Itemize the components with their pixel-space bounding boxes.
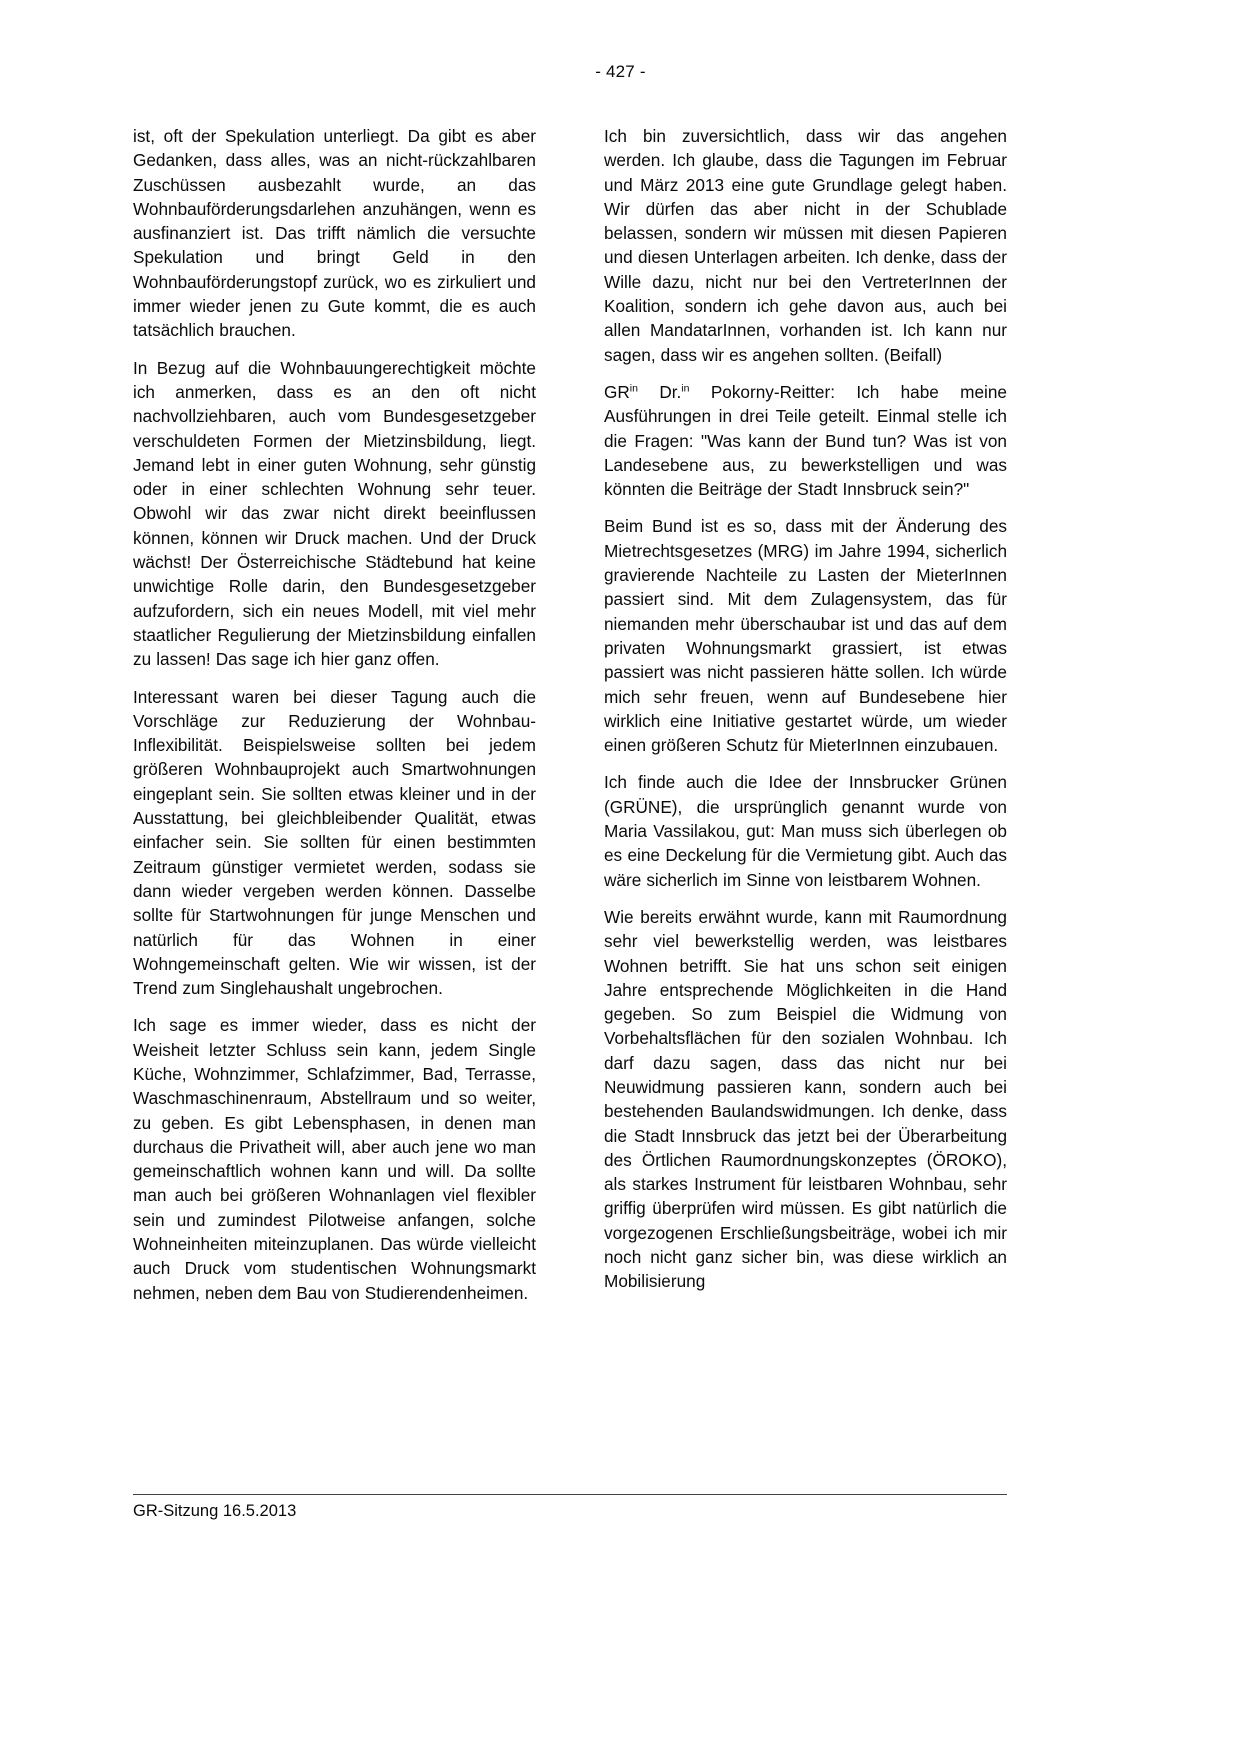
paragraph: ist, oft der Spekulation unterliegt. Da gibt es aber Gedanken, dass alles, was an nicht-rückzahlbaren Zuschüssen ausbezahlt wurde, an das Wohnbauförderungsdarlehen anzuhängen, wenn es ausfinanziert ist. Das trifft nämlich die versuchte Spekulation und bringt Geld in den Wohnbauförderungstopf zurück, wo es zirkuliert und immer wieder jenen zu Gute kommt, die es auch tatsächlich brauchen.: [133, 126, 536, 341]
paragraph: Ich sage es immer wieder, dass es nicht der Weisheit letzter Schluss sein kann, jedem Single Küche, Wohnzimmer, Schlafzimmer, Bad, Terrasse, Waschmaschinenraum, Abstellraum und so weiter, zu geben. Es gibt Lebensphasen, in denen man durchaus die Privatheit will, aber auch jene wo man gemeinschaftlich wohnen kann und will. Da sollte man auch bei größeren Wohnanlagen viel flexibler sein und zumindest Pilotweise anfangen, solche Wohneinheiten miteinzuplanen. Das würde vielleicht auch Druck vom studentischen Wohnungsmarkt nehmen, neben dem Bau von Studierendenheimen.: [133, 1015, 536, 1303]
speaker-degree-superscript: in: [681, 382, 690, 395]
paragraph: Ich bin zuversichtlich, dass wir das angehen werden. Ich glaube, dass die Tagungen im Februar und März 2013 eine gute Grundlage gelegt haben. Wir dürfen das aber nicht in der Schublade belassen, sondern wir müssen mit diesen Papieren und diesen Unterlagen arbeiten. Ich denke, dass der Wille dazu, nicht nur bei den VertreterInnen der Koalition, sondern ich gehe davon aus, auch bei allen MandatarInnen, vorhanden ist. Ich kann nur sagen, dass wir es angehen sollten. (Beifall): [604, 126, 1007, 365]
speaker-statement: Pokorny-Reitter: Ich habe meine Ausführungen in drei Teile geteilt. Einmal stelle ich die Fragen: "Was kann der Bund tun? Was ist von Landesebene aus, zu bewerkstelligen und was könnten die Beiträge der Stadt Innsbruck sein?": [604, 381, 1007, 500]
paragraph: Interessant waren bei dieser Tagung auch die Vorschläge zur Reduzierung der Wohnbau-Inflexibilität. Beispielsweise sollten bei jedem größeren Wohnbauprojekt auch Smartwohnungen eingeplant sein. Sie sollten etwas kleiner und in der Ausstattung, bei gleichbleibender Qualität, etwas einfacher sein. Sie sollten für einen bestimmten Zeitraum günstiger vermietet werden, sodass sie dann wieder vergeben werden können. Dasselbe sollte für Startwohnungen für junge Menschen und natürlich für das Wohnen in einer Wohngemeinschaft gelten. Wie wir wissen, ist der Trend zum Singlehaushalt ungebrochen.: [133, 686, 536, 999]
paragraph: Wie bereits erwähnt wurde, kann mit Raumordnung sehr viel bewerkstellig werden, was leistbares Wohnen betrifft. Sie hat uns schon seit einigen Jahre entsprechende Möglichkeiten in die Hand gegeben. So zum Beispiel die Widmung von Vorbehaltsflächen für den sozialen Wohnbau. Ich darf dazu sagen, dass das nicht nur bei Neuwidmung passieren kann, sondern auch bei bestehenden Baulandswidmungen. Ich denke, dass die Stadt Innsbruck das jetzt bei der Überarbeitung des Örtlichen Raumordnungskonzeptes (ÖROKO), als starkes Instrument für leistbaren Wohnbau, sehr griffig überprüfen wird müssen. Es gibt natürlich die vorgezogenen Erschließungsbeiträge, wobei ich mir noch nicht ganz sicher bin, was diese wirklich an Mobilisierung: [604, 906, 1007, 1292]
page-number: - 427 -: [595, 62, 646, 81]
speaker-title: GR: [604, 381, 630, 402]
two-column-text: [0, 82, 1241, 1305]
footer: [133, 1494, 1007, 1521]
speaker-degree: Dr.: [637, 381, 682, 402]
speaker-paragraph: [604, 380, 1007, 501]
footer-text: GR-Sitzung 16.5.2013: [133, 1502, 297, 1520]
left-column: [133, 124, 536, 1305]
paragraph: Ich finde auch die Idee der Innsbrucker Grünen (GRÜNE), die ursprünglich genannt wurde von Maria Vassilakou, gut: Man muss sich überlegen ob es eine Deckelung für die Vermietung gibt. Auch das wäre sicherlich im Sinne von leistbarem Wohnen.: [604, 772, 1007, 890]
paragraph: In Bezug auf die Wohnbauungerechtigkeit möchte ich anmerken, dass es an den oft nicht nachvollziehbaren, auch vom Bundesgesetzgeber verschuldeten Formen der Mietzinsbildung, liegt. Jemand lebt in einer guten Wohnung, sehr günstig oder in einer schlechten Wohnung sehr teuer. Obwohl wir das zwar nicht direkt beeinflussen können, können wir Druck machen. Und der Druck wächst! Der Österreichische Städtebund hat keine unwichtige Rolle darin, den Bundesgesetzgeber aufzufordern, sich ein neues Modell, mit viel mehr staatlicher Regulierung der Mietzinsbildung einfallen zu lassen! Das sage ich hier ganz offen.: [133, 357, 536, 670]
paragraph: Beim Bund ist es so, dass mit der Änderung des Mietrechtsgesetzes (MRG) im Jahre 1994, sicherlich gravierende Nachteile zu Lasten der MieterInnen passiert sind. Mit dem Zulagensystem, das für niemanden mehr überschaubar ist und das auf dem privaten Wohnungsmarkt grassiert, ist etwas passiert was nicht passieren hätte sollen. Ich würde mich sehr freuen, wenn auf Bundesebene hier wirklich eine Initiative gestartet würde, um wieder einen größeren Schutz für MieterInnen einzubauen.: [604, 516, 1007, 756]
speaker-title-superscript: in: [629, 382, 638, 395]
right-column: [604, 124, 1007, 1305]
